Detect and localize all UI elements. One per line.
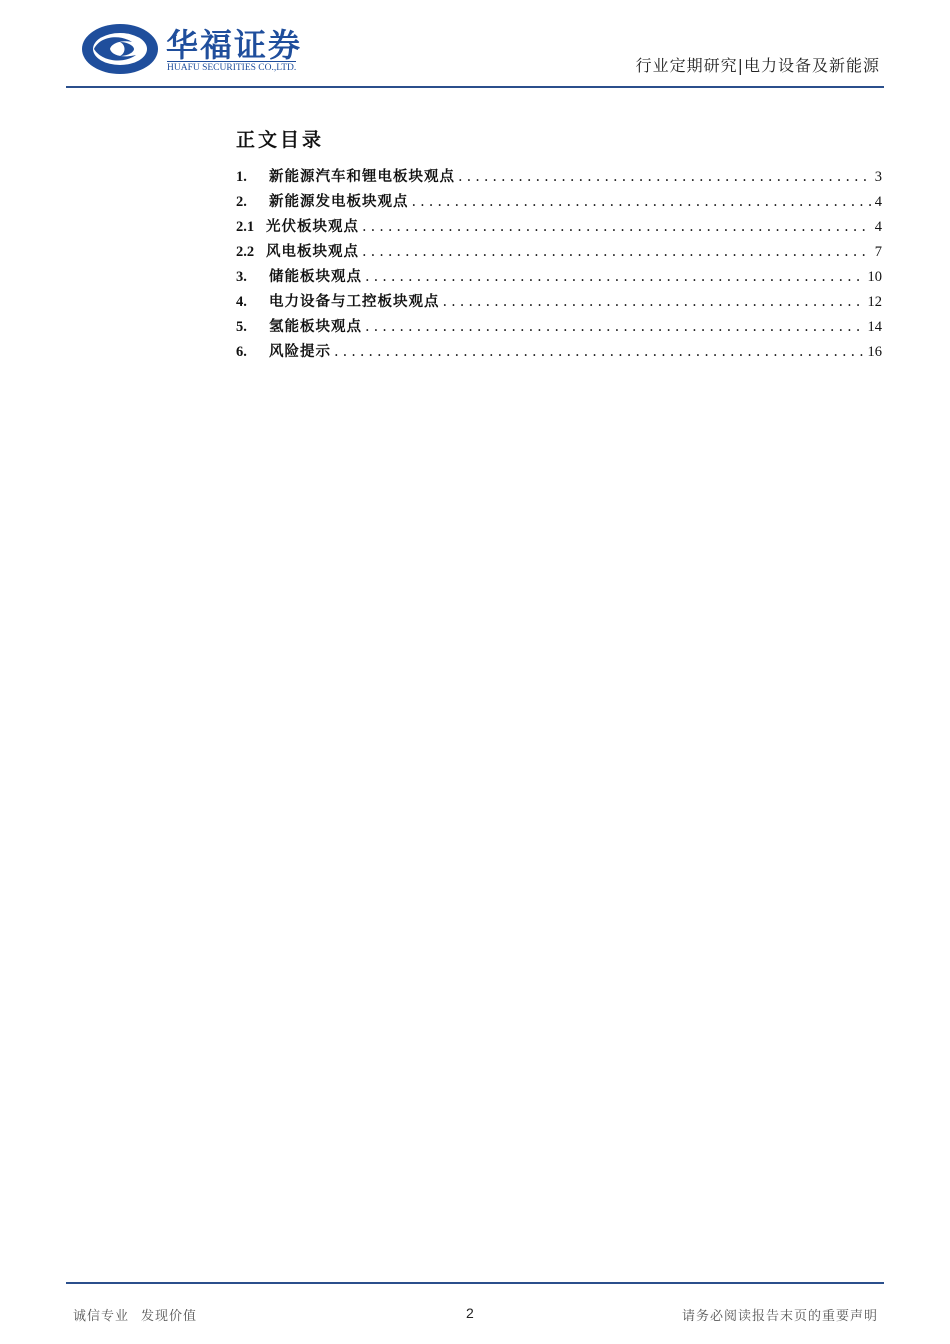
toc-item[interactable] <box>236 315 882 340</box>
toc-item[interactable] <box>236 265 882 290</box>
toc-item-label: 风险提示 <box>269 343 331 360</box>
toc-item[interactable] <box>236 340 882 365</box>
footer-slogan <box>73 1305 197 1324</box>
toc-item-number: 4. <box>236 294 247 310</box>
logo-english-name: HUAFU SECURITIES CO.,LTD. <box>167 63 297 73</box>
report-type: 行业定期研究|电力设备及新能源 <box>635 56 880 75</box>
footer-divider <box>66 1282 884 1284</box>
toc-item-page: 4 <box>874 194 882 210</box>
toc-dot-leader <box>365 319 865 335</box>
toc-item-page: 7 <box>874 244 882 260</box>
toc-item-number: 2.2 <box>236 244 255 260</box>
page-number: 2 <box>466 1305 474 1321</box>
toc-item[interactable] <box>236 240 882 265</box>
toc-item-number: 6. <box>236 344 247 360</box>
toc-item-page: 14 <box>867 319 882 335</box>
toc-dot-leader <box>362 219 871 235</box>
footer-disclaimer: 请务必阅读报告末页的重要声明 <box>681 1309 878 1324</box>
toc-item-page: 16 <box>867 344 882 360</box>
toc-dot-leader <box>443 294 865 310</box>
toc-item[interactable] <box>236 215 882 240</box>
toc-item-label: 储能板块观点 <box>269 268 362 285</box>
logo-mark-icon <box>80 22 160 76</box>
toc-item[interactable] <box>236 165 882 190</box>
toc-dot-leader <box>362 244 871 260</box>
toc-item-label: 光伏板块观点 <box>266 218 359 235</box>
toc-item-label: 电力设备与工控板块观点 <box>269 293 440 310</box>
toc-dot-leader <box>412 194 872 210</box>
toc-item-page: 10 <box>867 269 882 285</box>
toc-item-number: 1. <box>236 169 247 185</box>
toc-item-page: 12 <box>867 294 882 310</box>
toc-item-number: 5. <box>236 319 247 335</box>
toc-item[interactable] <box>236 190 882 215</box>
toc-item-label: 新能源发电板块观点 <box>269 193 409 210</box>
toc-item-label: 新能源汽车和锂电板块观点 <box>269 168 455 185</box>
toc-item-number: 2.1 <box>236 219 255 235</box>
header-divider <box>66 86 884 88</box>
toc-item-page: 4 <box>874 219 882 235</box>
toc-item-number: 3. <box>236 269 247 285</box>
footer-slogan-2: 发现价值 <box>141 1309 198 1324</box>
toc-item-label: 风电板块观点 <box>266 243 359 260</box>
toc-item-number: 2. <box>236 194 247 210</box>
toc-dot-leader <box>458 169 871 185</box>
footer-slogan-1: 诚信专业 <box>73 1309 130 1324</box>
toc-item[interactable] <box>236 290 882 315</box>
toc-title: 正文目录 <box>236 129 325 151</box>
table-of-contents <box>236 165 882 365</box>
toc-item-label: 氢能板块观点 <box>269 318 362 335</box>
toc-item-page: 3 <box>874 169 882 185</box>
logo-chinese-name: 华福证券 <box>166 26 303 64</box>
toc-dot-leader <box>334 344 865 360</box>
company-logo <box>80 20 320 80</box>
toc-dot-leader <box>365 269 865 285</box>
